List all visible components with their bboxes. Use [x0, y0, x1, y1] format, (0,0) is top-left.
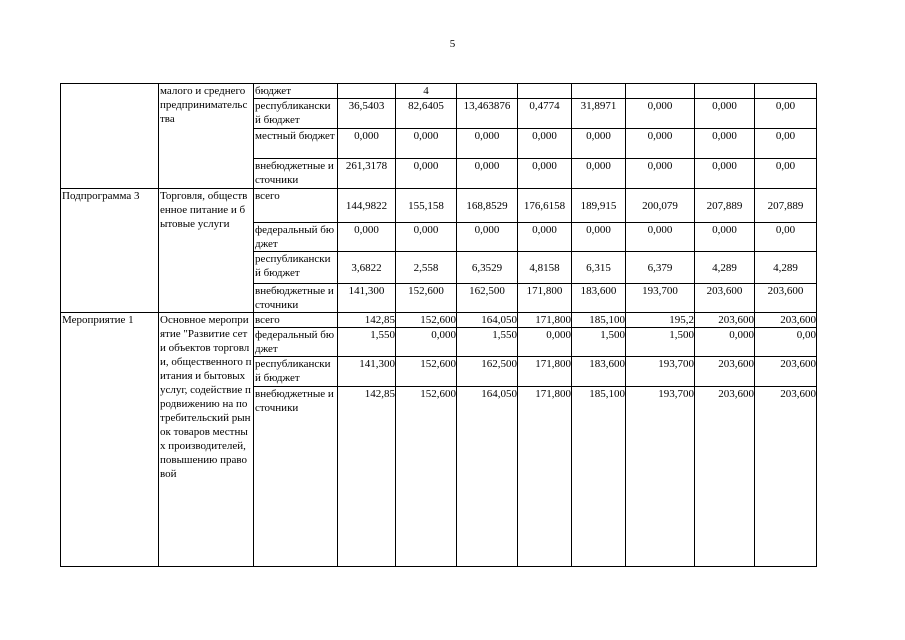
value-cell: 203,600 [695, 357, 755, 387]
value-cell [457, 84, 518, 99]
value-cell: 1,550 [338, 328, 396, 357]
value-cell: 2,558 [396, 252, 457, 284]
section-title-cell: малого и среднего предпринимательства [159, 84, 254, 189]
value-cell: 0,00 [755, 159, 817, 189]
value-cell: 0,000 [457, 129, 518, 159]
value-cell: 142,85 [338, 387, 396, 567]
value-cell: 193,700 [626, 284, 695, 313]
funding-source-cell: республиканский бюджет [254, 99, 338, 129]
funding-source-cell: республиканский бюджет [254, 252, 338, 284]
value-cell: 0,000 [396, 328, 457, 357]
value-cell: 4,289 [755, 252, 817, 284]
value-cell: 4,289 [695, 252, 755, 284]
funding-source-cell: внебюджетные источники [254, 387, 338, 567]
value-cell: 0,000 [695, 159, 755, 189]
value-cell: 203,600 [695, 313, 755, 328]
value-cell: 31,8971 [572, 99, 626, 129]
value-cell: 6,3529 [457, 252, 518, 284]
value-cell [755, 84, 817, 99]
value-cell: 200,079 [626, 189, 695, 223]
value-cell: 171,800 [518, 284, 572, 313]
funding-source-cell: внебюджетные источники [254, 159, 338, 189]
value-cell: 203,600 [755, 284, 817, 313]
value-cell: 0,000 [457, 159, 518, 189]
value-cell: 152,600 [396, 284, 457, 313]
value-cell: 0,00 [755, 223, 817, 252]
funding-source-cell: всего [254, 313, 338, 328]
value-cell: 152,600 [396, 387, 457, 567]
value-cell: 203,600 [755, 357, 817, 387]
section-code-cell: Мероприятие 1 [61, 313, 159, 567]
value-cell: 164,050 [457, 313, 518, 328]
table-row [61, 84, 817, 99]
value-cell: 6,315 [572, 252, 626, 284]
value-cell [338, 84, 396, 99]
value-cell: 203,600 [755, 313, 817, 328]
funding-source-cell: бюджет [254, 84, 338, 99]
value-cell: 0,000 [695, 328, 755, 357]
value-cell: 261,3178 [338, 159, 396, 189]
section-code-cell [61, 84, 159, 189]
funding-source-cell: федеральный бюджет [254, 328, 338, 357]
value-cell: 6,379 [626, 252, 695, 284]
value-cell: 185,100 [572, 313, 626, 328]
value-cell: 195,2 [626, 313, 695, 328]
value-cell: 171,800 [518, 357, 572, 387]
value-cell: 141,300 [338, 284, 396, 313]
value-cell: 0,000 [396, 159, 457, 189]
value-cell: 0,000 [396, 129, 457, 159]
section-code-cell: Подпрограмма 3 [61, 189, 159, 313]
value-cell: 193,700 [626, 387, 695, 567]
value-cell: 164,050 [457, 387, 518, 567]
funding-source-cell: местный бюджет [254, 129, 338, 159]
value-cell: 36,5403 [338, 99, 396, 129]
value-cell: 13,463876 [457, 99, 518, 129]
value-cell: 1,500 [626, 328, 695, 357]
value-cell: 0,000 [626, 129, 695, 159]
funding-source-cell: федеральный бюджет [254, 223, 338, 252]
value-cell: 0,00 [755, 328, 817, 357]
value-cell: 0,000 [518, 223, 572, 252]
value-cell: 82,6405 [396, 99, 457, 129]
value-cell: 0,000 [626, 159, 695, 189]
value-cell: 189,915 [572, 189, 626, 223]
value-cell: 207,889 [755, 189, 817, 223]
value-cell: 203,600 [695, 387, 755, 567]
value-cell: 4,8158 [518, 252, 572, 284]
value-cell: 162,500 [457, 357, 518, 387]
section-title-cell: Торговля, общественное питание и бытовые услуги [159, 189, 254, 313]
value-cell: 0,000 [518, 129, 572, 159]
table-row [61, 189, 817, 223]
value-cell: 0,000 [572, 223, 626, 252]
value-cell: 183,600 [572, 357, 626, 387]
value-cell: 0,00 [755, 129, 817, 159]
value-cell: 0,000 [338, 223, 396, 252]
value-cell: 193,700 [626, 357, 695, 387]
value-cell: 0,000 [695, 129, 755, 159]
value-cell: 0,000 [396, 223, 457, 252]
value-cell [518, 84, 572, 99]
section-title-cell: Основное мероприятие "Развитие сети объектов торговли, общественного питания и бытовых услуг, содействие продвижению на потребительский рынок товаров местных производителей, повышению правовой [159, 313, 254, 567]
value-cell: 1,500 [572, 328, 626, 357]
value-cell: 3,6822 [338, 252, 396, 284]
value-cell: 152,600 [396, 313, 457, 328]
value-cell: 0,000 [626, 99, 695, 129]
value-cell [626, 84, 695, 99]
value-cell: 0,000 [572, 129, 626, 159]
value-cell: 155,158 [396, 189, 457, 223]
value-cell: 176,6158 [518, 189, 572, 223]
value-cell: 142,85 [338, 313, 396, 328]
value-cell: 168,8529 [457, 189, 518, 223]
value-cell: 185,100 [572, 387, 626, 567]
value-cell: 0,000 [695, 99, 755, 129]
value-cell: 0,00 [755, 99, 817, 129]
value-cell: 0,000 [518, 159, 572, 189]
funding-source-cell: республиканский бюджет [254, 357, 338, 387]
value-cell [695, 84, 755, 99]
value-cell: 207,889 [695, 189, 755, 223]
value-cell [572, 84, 626, 99]
value-cell: 0,4774 [518, 99, 572, 129]
value-cell: 1,550 [457, 328, 518, 357]
value-cell: 171,800 [518, 387, 572, 567]
table-row [61, 313, 817, 328]
value-cell: 0,000 [626, 223, 695, 252]
page-number: 5 [449, 38, 456, 50]
funding-source-cell: всего [254, 189, 338, 223]
value-cell: 183,600 [572, 284, 626, 313]
value-cell: 203,600 [755, 387, 817, 567]
value-cell: 0,000 [695, 223, 755, 252]
budget-table [60, 83, 817, 567]
value-cell: 4 [396, 84, 457, 99]
value-cell: 144,9822 [338, 189, 396, 223]
value-cell: 141,300 [338, 357, 396, 387]
value-cell: 171,800 [518, 313, 572, 328]
value-cell: 0,000 [338, 129, 396, 159]
value-cell: 0,000 [457, 223, 518, 252]
funding-source-cell: внебюджетные источники [254, 284, 338, 313]
value-cell: 152,600 [396, 357, 457, 387]
value-cell: 0,000 [518, 328, 572, 357]
value-cell: 162,500 [457, 284, 518, 313]
value-cell: 203,600 [695, 284, 755, 313]
value-cell: 0,000 [572, 159, 626, 189]
